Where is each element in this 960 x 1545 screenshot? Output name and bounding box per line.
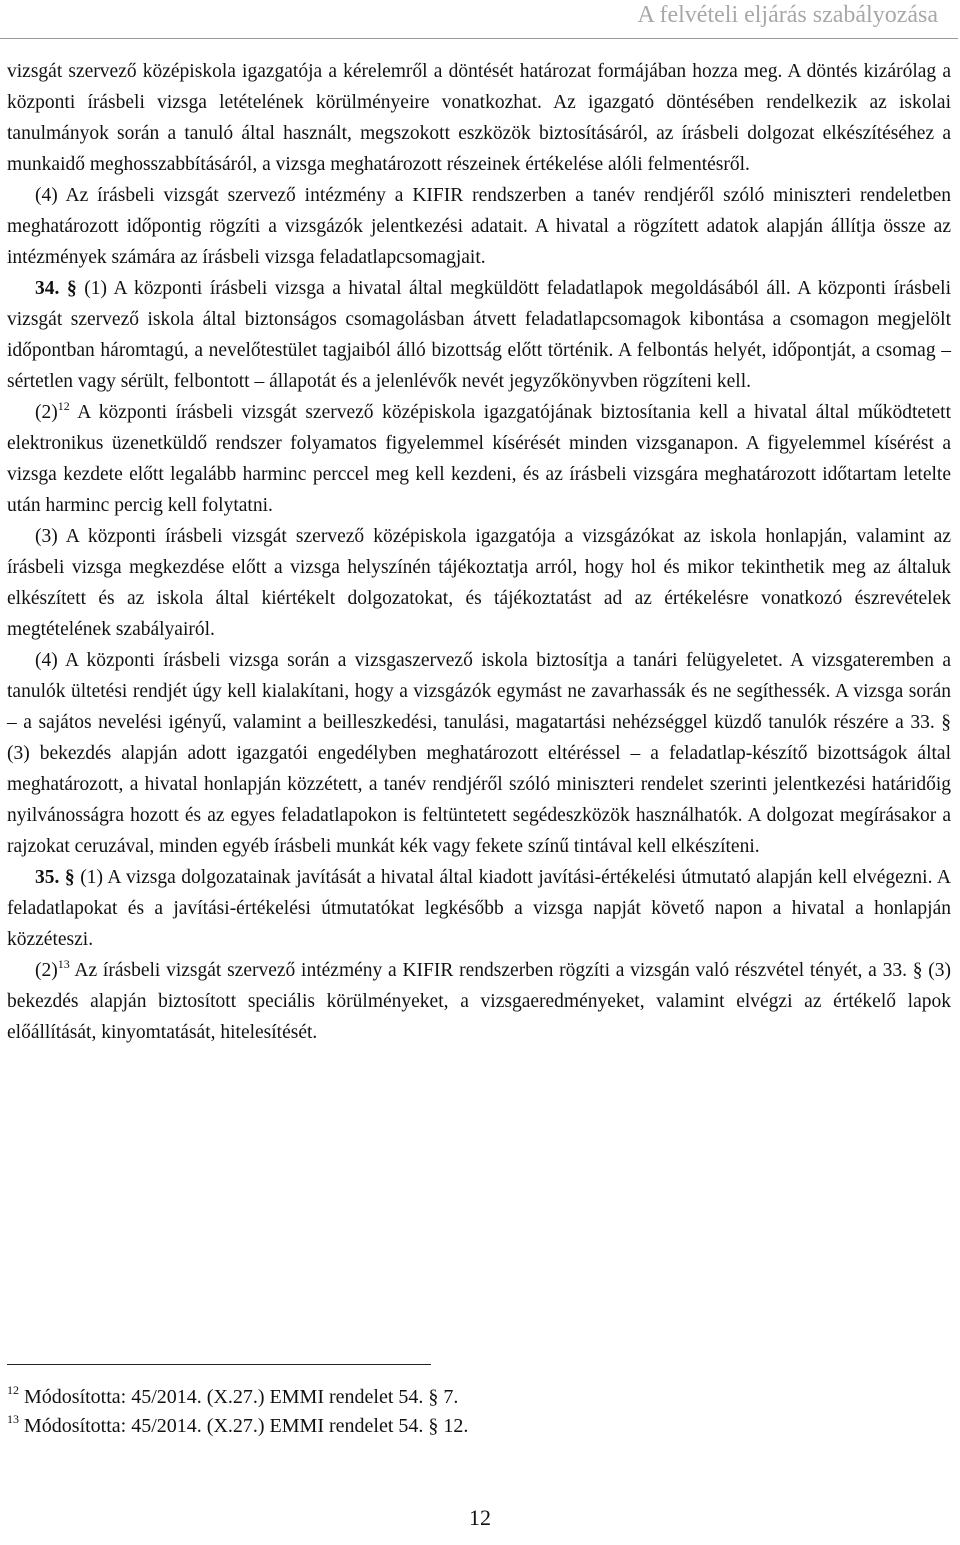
footnote-ref-12[interactable]: 12 — [57, 399, 70, 413]
paragraph-text: Az írásbeli vizsgát szervező intézmény a KIFIR rendszerben rögzíti a vizsgán való részvétel tényét, a 33. § (3) bekezdés alapján biztosított speciális körülményeket, a vizsgaeredményeket, valamint elvégzi az értékelő lapok előállítását, kinyomtatását, hitelesítését. — [7, 960, 951, 1043]
page-number: 12 — [469, 1505, 491, 1530]
subsection-label: (2) — [35, 960, 58, 981]
paragraph-35-1 — [7, 862, 951, 955]
section-number: 35. — [35, 867, 60, 888]
paragraph-text: (1) A központi írásbeli vizsga a hivatal által megküldött feladatlapok megoldásából áll. A központi írásbeli vizsgát szervező iskola által biztonságos csomagolásban átvett feladatlapcsomagok kibontása a csomagon megjelölt időpontban háromtagú, a nevelőtestület tagjaiból álló bizottság előtt történik. A felbontás helyét, időpontját, a csomag – sértetlen vagy sérült, felbontott – állapotát és a jelenlévők nevét jegyzőkönyvben rögzíteni kell. — [7, 278, 952, 392]
paragraph-text: A központi írásbeli vizsgát szervező középiskola igazgatójának biztosítania kell a hivatal által működtetett elektronikus üzenetküldő rendszer folyamatos figyelemmel kísérését minden vizsganapon. A figyelemmel kísérést a vizsga kezdete előtt legalább harminc perccel meg kell kezdeni, és az írásbeli vizsgára meghatározott időtartam letelte után harminc percig kell folytatni. — [7, 402, 951, 516]
footnote-12 — [7, 1383, 468, 1412]
footnote-ref-13[interactable]: 13 — [57, 957, 70, 971]
page-header — [0, 0, 958, 39]
paragraph-continuation: vizsgát szervező középiskola igazgatója a kérelemről a döntését határozat formájában hozza meg. A döntés kizárólag a központi írásbeli vizsga letételének körülményeire vonatkozhat. Az igazgató döntésében rendelkezik az iskolai tanulmányok során a tanuló által használt, megszokott eszközök biztosításáról, az írásbeli dolgozat elkészítéséhez a munkaidő meghosszabbításáról, a vizsga meghatározott részeinek értékelése alóli felmentésről. — [7, 61, 951, 175]
section-sign: § — [59, 867, 81, 888]
document-body — [7, 56, 951, 1048]
footnote-text: Módosította: 45/2014. (X.27.) EMMI rendelet 54. § 12. — [19, 1415, 469, 1437]
footnote-divider — [7, 1364, 431, 1365]
running-header-title: A felvételi eljárás szabályozása — [637, 2, 938, 28]
paragraph-33-4: (4) Az írásbeli vizsgát szervező intézmény a KIFIR rendszerben a tanév rendjéről szóló miniszteri rendeletben meghatározott időpontig rögzíti a vizsgázók jelentkezési adatait. A hivatal a rögzített adatok alapján állítja össze az intézmények számára az írásbeli vizsga feladatlapcsomagjait. — [7, 185, 951, 268]
section-number: 34. — [35, 278, 60, 299]
section-sign: § — [59, 278, 85, 299]
footnote-number: 13 — [7, 1412, 19, 1426]
subsection-label: (2) — [35, 402, 58, 423]
paragraph-34-2 — [7, 397, 951, 521]
footnotes — [7, 1383, 468, 1441]
footnote-number: 12 — [7, 1383, 19, 1397]
paragraph-34-4: (4) A központi írásbeli vizsga során a vizsgaszervező iskola biztosítja a tanári felügyeletet. A vizsgateremben a tanulók ültetési rendjét úgy kell kialakítani, hogy a vizsgázók egymást ne zavarhassák és ne segíthessék. A vizsga során – a sajátos nevelési igényű, valamint a beilleszkedési, tanulási, magatartási nehézséggel küzdő tanulók részére a 33. § (3) bekezdés alapján adott igazgatói engedélyben meghatározott eltéréssel – a feladatlap-készítő bizottságok által meghatározott, a hivatal honlapján közzétett, a tanév rendjéről szóló miniszteri rendelet szerinti jelentkezési határidőig nyilvánosságra hozott és az egyes feladatlapokon is feltüntetett segédeszközök használhatók. A dolgozat megírásakor a rajzokat ceruzával, minden egyéb írásbeli munkát kék vagy fekete színű tintával kell elkészíteni. — [7, 650, 951, 857]
footnote-text: Módosította: 45/2014. (X.27.) EMMI rendelet 54. § 7. — [19, 1386, 459, 1408]
footnote-13 — [7, 1412, 468, 1441]
paragraph-35-2 — [7, 955, 951, 1048]
paragraph-34-1 — [7, 273, 951, 397]
paragraph-text: (1) A vizsga dolgozatainak javítását a hivatal által kiadott javítási-értékelési útmutató alapján kell elvégezni. A feladatlapokat és a javítási-értékelési útmutatókat legkésőbb a vizsga napját követő napon a hivatal a honlapján közzéteszi. — [7, 867, 951, 950]
paragraph-34-3: (3) A központi írásbeli vizsgát szervező középiskola igazgatója a vizsgázókat az iskola honlapján, valamint az írásbeli vizsga megkezdése előtt a vizsga helyszínén tájékoztatja arról, hogy hol és mikor tekinthetik meg az általuk elkészített és az iskola által kiértékelt dolgozatokat, és tájékoztatást ad az értékelésre vonatkozó észrevételek megtételének szabályairól. — [7, 526, 951, 640]
